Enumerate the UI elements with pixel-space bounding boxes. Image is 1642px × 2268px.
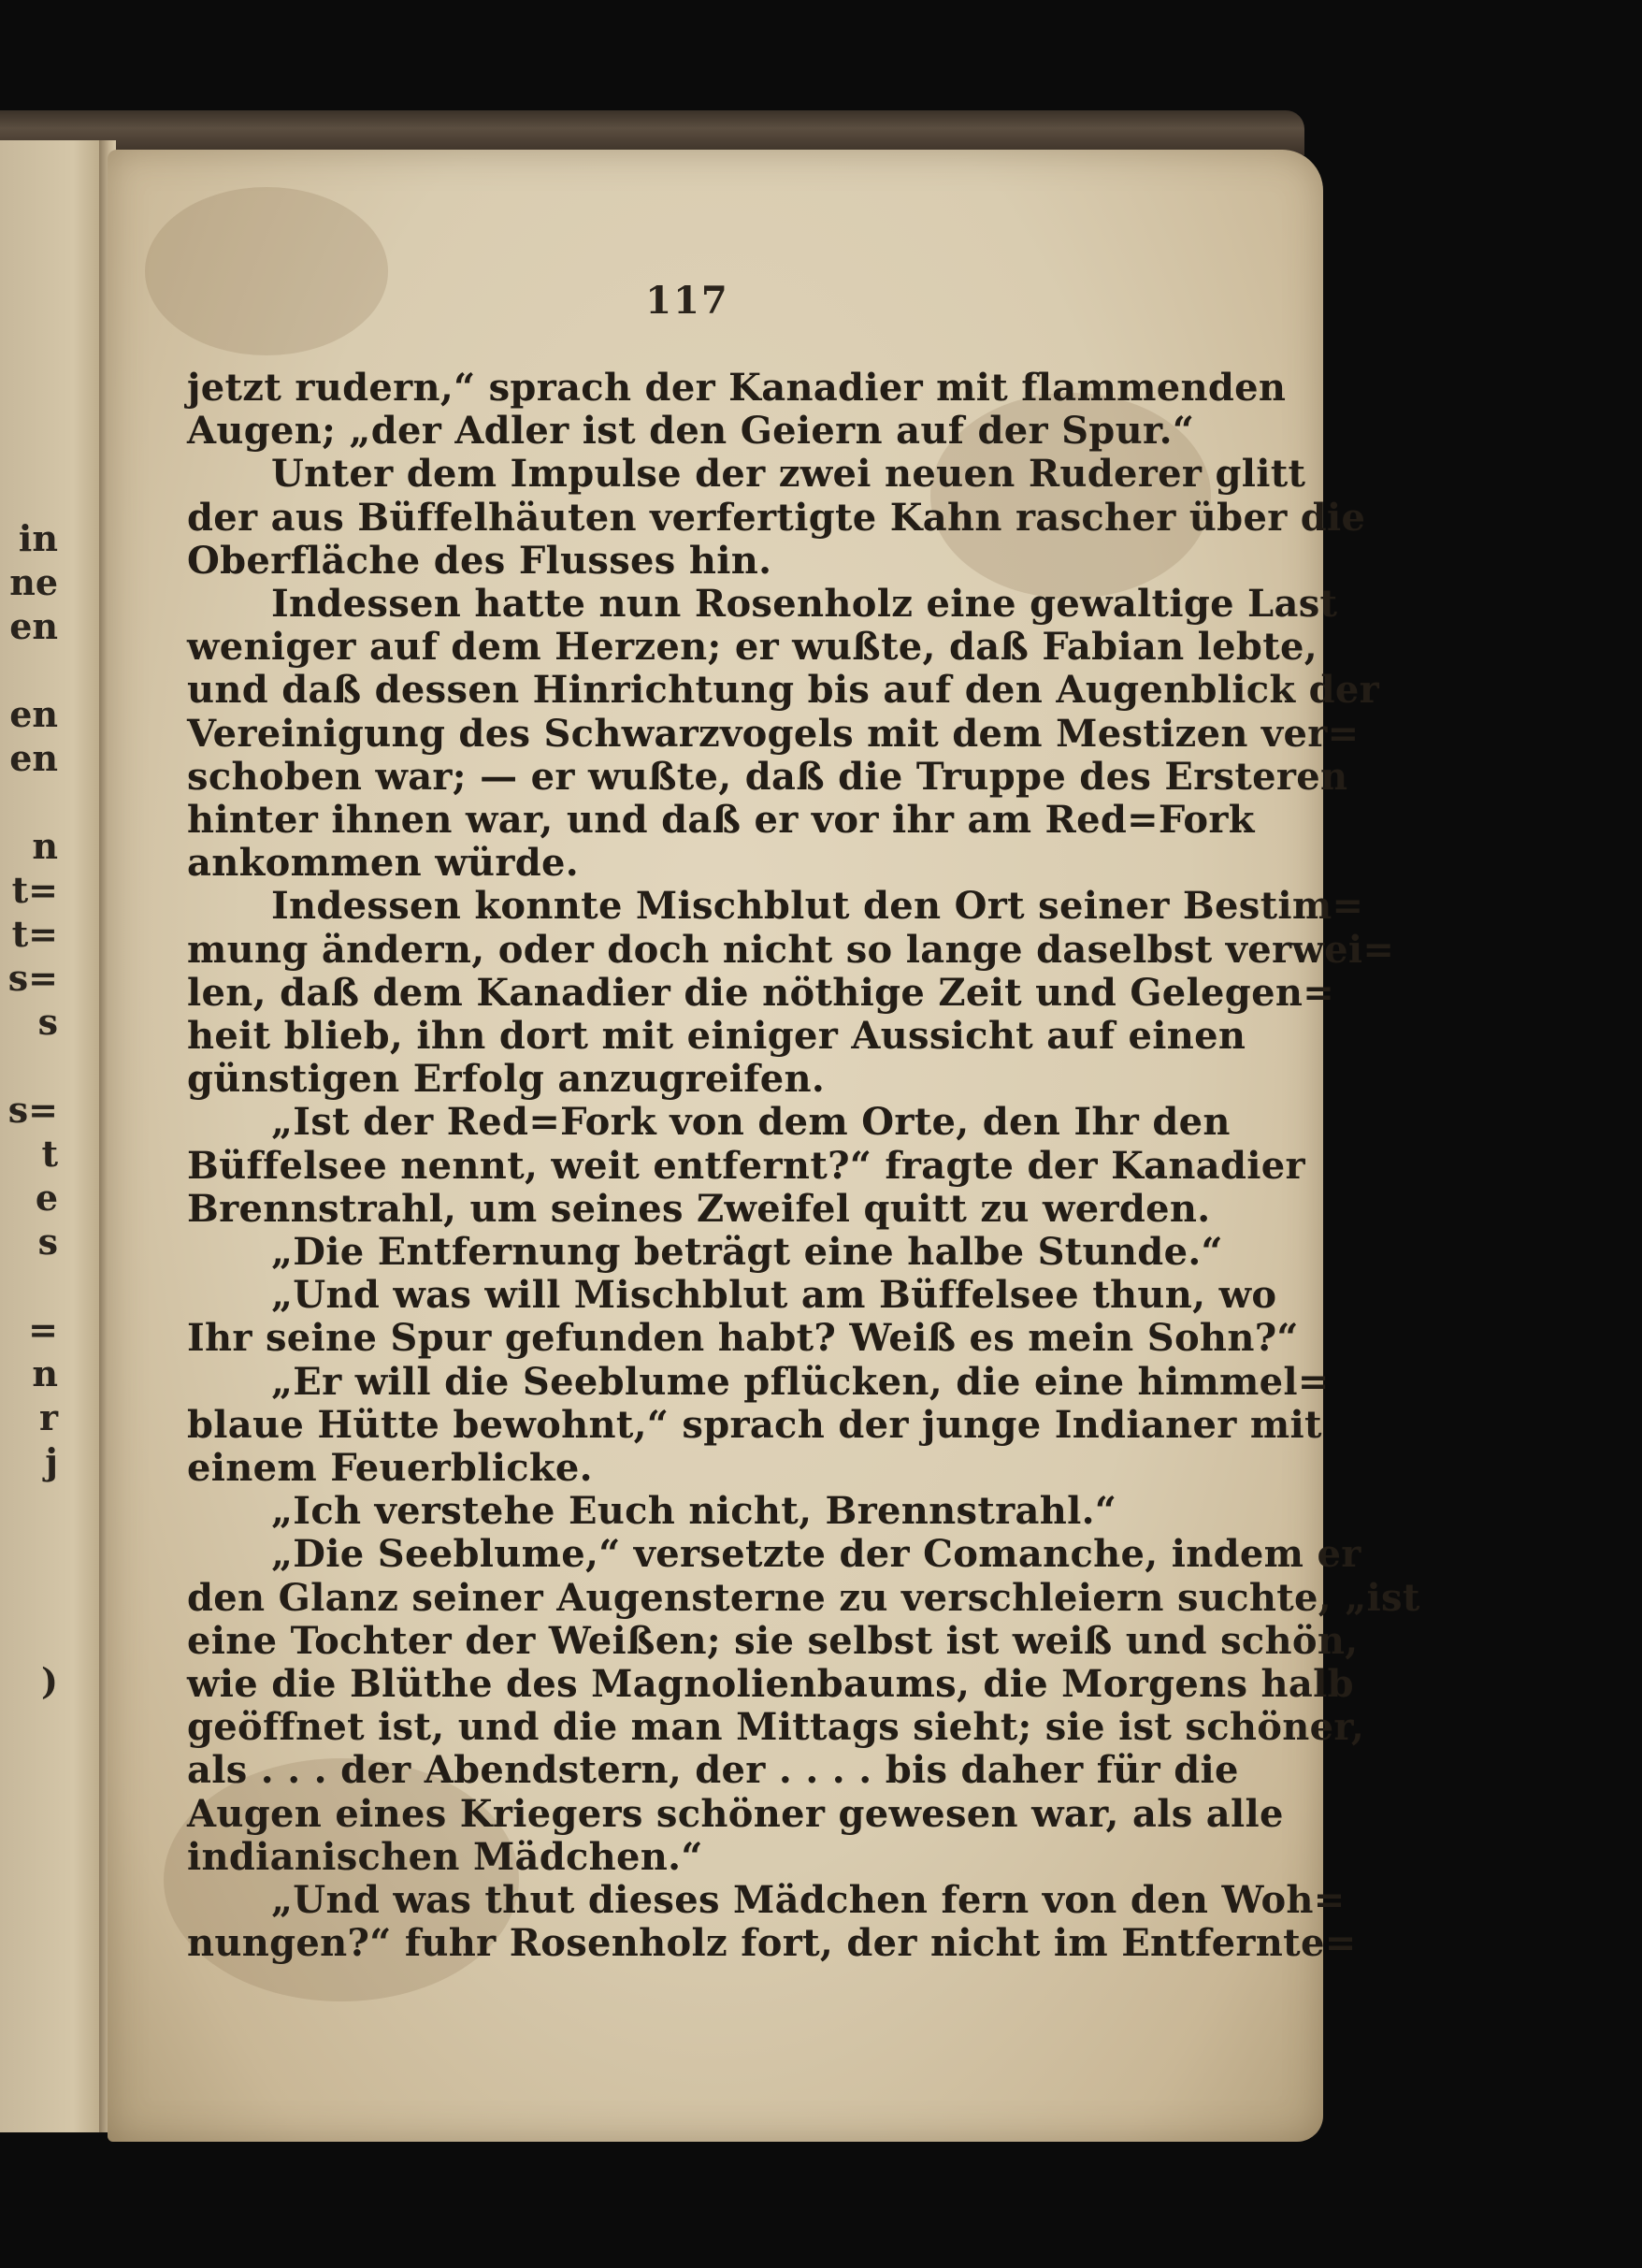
left-page-fragment	[0, 1483, 65, 1527]
page-number: 117	[645, 279, 729, 323]
text-line: eine Tochter der Weißen; sie selbst ist weiß und schön,	[187, 1618, 1359, 1663]
left-page-fragment	[0, 1044, 65, 1088]
left-page-fragment: s=	[7, 1089, 58, 1131]
left-page-fragment	[0, 1571, 65, 1615]
text-line: Oberfläche des Flusses hin.	[187, 538, 772, 583]
text-line: blaue Hütte bewohnt,“ sprach der junge Indianer mit	[187, 1402, 1322, 1447]
left-page-fragment	[0, 1527, 65, 1571]
text-line: nungen?“ fuhr Rosenholz fort, der nicht im Entfernte=	[187, 1921, 1357, 1966]
left-page-fragment: j	[45, 1440, 58, 1482]
left-page-fragment: t=	[11, 913, 58, 955]
text-line: geöffnet ist, und die man Mittags sieht; sie ist schöner,	[187, 1705, 1365, 1750]
text-line: günstigen Erfolg anzugreifen.	[187, 1057, 826, 1102]
left-page-fragment: s	[37, 1221, 58, 1263]
text-line: Brennstrahl, um seines Zweifel quitt zu werden.	[187, 1186, 1211, 1231]
text-line: Vereinigung des Schwarzvogels mit dem Mestizen ver=	[187, 711, 1360, 756]
text-line: „Die Entfernung beträgt eine halbe Stunde.“	[271, 1230, 1223, 1274]
text-line: wie die Blüthe des Magnolienbaums, die Morgens halb	[187, 1662, 1354, 1706]
text-line: indianischen Mädchen.“	[187, 1834, 703, 1879]
left-page-fragment: t=	[11, 869, 58, 911]
left-page-fragment: t	[41, 1133, 58, 1175]
text-line: hinter ihnen war, und daß er vor ihr am Red=Fork	[187, 798, 1255, 842]
left-page-fragment	[0, 648, 65, 692]
text-line: als . . . der Abendstern, der . . . . bis daher für die	[187, 1748, 1239, 1793]
text-line: „Er will die Seeblume pflücken, die eine himmel=	[271, 1359, 1330, 1404]
left-page-fragment: s	[37, 1001, 58, 1043]
left-page-fragment: r	[38, 1396, 58, 1438]
left-page-fragment: =	[28, 1308, 58, 1351]
left-page-fragment	[0, 780, 65, 824]
text-line: Augen; „der Adler ist den Geiern auf der Spur.“	[187, 409, 1195, 454]
text-line: einem Feuerblicke.	[187, 1446, 593, 1490]
text-line: Augen eines Kriegers schöner gewesen war, als alle	[187, 1791, 1284, 1836]
left-page-fragment: en	[9, 605, 58, 647]
left-page-fragment: n	[32, 1352, 58, 1394]
left-page-fragment: in	[18, 517, 58, 559]
book-top-edge	[0, 110, 1304, 155]
left-page-fragment	[0, 1615, 65, 1659]
text-line: len, daß dem Kanadier die nöthige Zeit und Gelegen=	[187, 970, 1335, 1015]
text-line: ankommen würde.	[187, 841, 579, 886]
text-line: „Und was will Mischblut am Büffelsee thun, wo	[271, 1273, 1277, 1318]
text-line: den Glanz seiner Augensterne zu verschleiern suchte, „ist	[187, 1575, 1420, 1620]
left-page-fragment: s=	[7, 957, 58, 999]
left-page-fragment	[0, 1264, 65, 1307]
text-line: Indessen hatte nun Rosenholz eine gewaltige Last	[271, 582, 1338, 626]
text-line: „Ich verstehe Euch nicht, Brennstrahl.“	[271, 1489, 1117, 1534]
left-page-fragment: en	[9, 737, 58, 779]
left-page-fragment: e	[35, 1177, 58, 1219]
text-line: der aus Büffelhäuten verfertigte Kahn rascher über die	[187, 495, 1366, 540]
text-line: Ihr seine Spur gefunden habt? Weiß es mein Sohn?“	[187, 1316, 1299, 1361]
left-page-fragment: ne	[9, 561, 58, 603]
text-line: weniger auf dem Herzen; er wußte, daß Fabian lebte,	[187, 625, 1318, 670]
left-page-fragment: )	[41, 1660, 58, 1702]
text-line: Indessen konnte Mischblut den Ort seiner Bestim=	[271, 884, 1364, 929]
text-line: jetzt rudern,“ sprach der Kanadier mit flammenden	[187, 366, 1287, 410]
text-line: schoben war; — er wußte, daß die Truppe des Ersteren	[187, 754, 1348, 799]
left-page-text-fragments	[0, 516, 65, 1703]
text-line: „Und was thut dieses Mädchen fern von den Woh=	[271, 1878, 1346, 1922]
page-body-text	[187, 366, 1420, 2013]
text-line: „Ist der Red=Fork von dem Orte, den Ihr den	[271, 1100, 1231, 1145]
text-line: Büffelsee nennt, weit entfernt?“ fragte der Kanadier	[187, 1143, 1305, 1188]
text-line: mung ändern, oder doch nicht so lange daselbst verwei=	[187, 927, 1395, 972]
text-line: heit blieb, ihn dort mit einiger Aussicht auf einen	[187, 1014, 1246, 1058]
text-line: und daß dessen Hinrichtung bis auf den Augenblick der	[187, 668, 1380, 713]
left-page-fragment: n	[32, 825, 58, 867]
left-page	[0, 140, 105, 2132]
left-page-fragment: en	[9, 693, 58, 735]
text-line: Unter dem Impulse der zwei neuen Ruderer glitt	[271, 452, 1306, 497]
text-line: „Die Seeblume,“ versetzte der Comanche, indem er	[271, 1532, 1361, 1577]
